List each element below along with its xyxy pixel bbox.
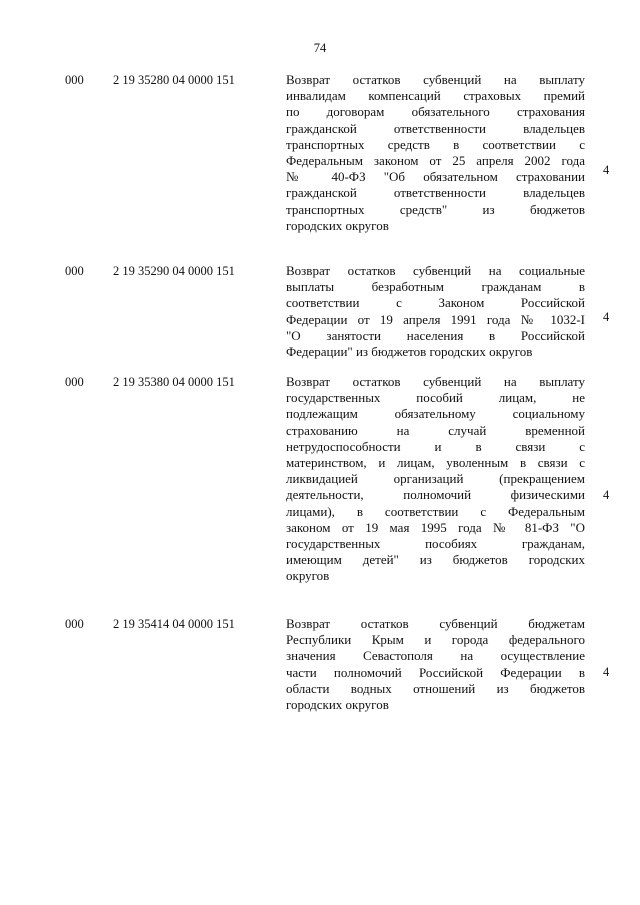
description-line: городских округов	[286, 697, 389, 713]
description-line: нетрудоспособности и в связи с	[286, 438, 585, 454]
amount-value: 4	[603, 665, 610, 679]
description-line: Возврат остатков субвенций на социальные	[286, 263, 585, 278]
amount-value: 4	[603, 310, 610, 324]
description-line: лицами), в соответствии с Федеральным	[286, 503, 585, 519]
description-line: Возврат остатков субвенций на выплату	[286, 72, 585, 87]
description-line: Республики Крым и города федерального	[286, 632, 585, 648]
description-line: Возврат остатков субвенций на выплату	[286, 374, 585, 389]
description-line: Федерации" из бюджетов городских округов	[286, 344, 533, 360]
description-line: части полномочий Российской Федерации в	[286, 664, 585, 680]
description-line: материнством, и лицам, уволенным в связи с	[286, 455, 585, 471]
description-line: городских округов	[286, 217, 389, 233]
amount-value: 4	[603, 488, 610, 502]
description-line: области водных отношений из бюджетов	[286, 680, 585, 696]
description-line: транспортных средств в соответствии с	[286, 136, 585, 152]
description-line: инвалидам компенсаций страховых премий	[286, 88, 585, 104]
admin-code: 000	[65, 617, 84, 631]
admin-code: 000	[65, 375, 84, 389]
description-line: Федерации от 19 апреля 1991 года № 1032-I	[286, 311, 585, 327]
description-line: подлежащим обязательному социальному	[286, 406, 585, 422]
budget-classification-code: 2 19 35280 04 0000 151	[113, 73, 235, 87]
budget-classification-code: 2 19 35290 04 0000 151	[113, 264, 235, 278]
budget-classification-code: 2 19 35414 04 0000 151	[113, 617, 235, 631]
page-number: 74	[313, 41, 327, 55]
description-line: соответствии с Законом Российской	[286, 295, 585, 311]
description-line: значения Севастополя на осуществление	[286, 648, 585, 664]
description-line: округов	[286, 568, 330, 584]
revenue-description	[286, 616, 585, 713]
description-line: по договорам обязательного страхования	[286, 104, 585, 120]
description-line: имеющим детей" из бюджетов городских	[286, 552, 585, 568]
description-line: Возврат остатков субвенций бюджетам	[286, 616, 585, 631]
description-line: Федеральным законом от 25 апреля 2002 года	[286, 153, 585, 169]
amount-value: 4	[603, 163, 610, 177]
revenue-description	[286, 374, 585, 585]
admin-code: 000	[65, 73, 84, 87]
description-line: страхованию на случай временной	[286, 422, 585, 438]
description-line: гражданской ответственности владельцев	[286, 185, 585, 201]
budget-classification-code: 2 19 35380 04 0000 151	[113, 375, 235, 389]
description-line: № 40-ФЗ "Об обязательном страховании	[286, 169, 585, 185]
description-line: законом от 19 мая 1995 года № 81-ФЗ "О	[286, 519, 585, 535]
revenue-description	[286, 263, 585, 360]
description-line: ликвидацией организаций (прекращением	[286, 471, 585, 487]
description-line: транспортных средств" из бюджетов	[286, 201, 585, 217]
description-line: государственных пособий лицам, не	[286, 390, 585, 406]
description-line: гражданской ответственности владельцев	[286, 120, 585, 136]
description-line: государственных пособиях гражданам,	[286, 536, 585, 552]
revenue-description	[286, 72, 585, 234]
description-line: деятельности, полномочий физическими	[286, 487, 585, 503]
description-line: "О занятости населения в Российской	[286, 327, 585, 343]
description-line: выплаты безработным гражданам в	[286, 279, 585, 295]
admin-code: 000	[65, 264, 84, 278]
